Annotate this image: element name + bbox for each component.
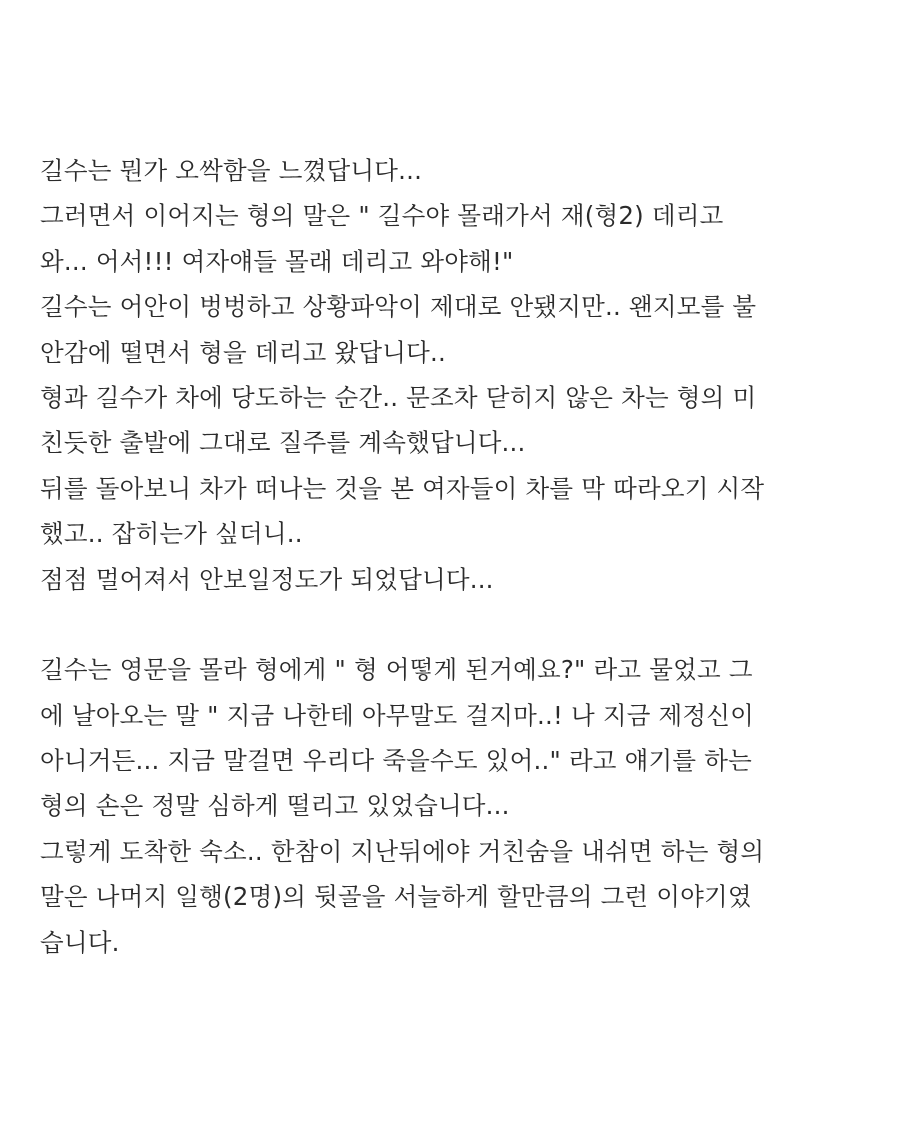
text-line: 안감에 떨면서 형을 데리고 왔답니다..: [40, 337, 446, 367]
text-line: 아니거든... 지금 말걸면 우리다 죽을수도 있어.." 라고 얘기를 하는: [40, 746, 752, 776]
text-line: 말은 나머지 일행(2명)의 뒷골을 서늘하게 할만큼의 그런 이야기였: [40, 882, 752, 912]
text-line: 와... 어서!!! 여자얘들 몰래 데리고 와야해!": [40, 246, 514, 276]
text-line: 길수는 어안이 벙벙하고 상황파악이 제대로 안됐지만.. 왠지모를 불: [40, 292, 757, 322]
text-line: 친듯한 출발에 그대로 질주를 계속했답니다...: [40, 428, 526, 458]
text-line: 뒤를 돌아보니 차가 떠나는 것을 본 여자들이 차를 막 따라오기 시작: [40, 473, 765, 503]
text-line: 그렇게 도착한 숙소.. 한참이 지난뒤에야 거친숨을 내쉬면 하는 형의: [40, 836, 765, 866]
text-line: 에 날아오는 말 " 지금 나한테 아무말도 걸지마..! 나 지금 제정신이: [40, 700, 755, 730]
text-line: 그러면서 이어지는 형의 말은 " 길수야 몰래가서 재(형2) 데리고: [40, 201, 724, 231]
text-line: 형의 손은 정말 심하게 떨리고 있었습니다...: [40, 791, 510, 821]
story-text: [40, 148, 880, 965]
text-line: 형과 길수가 차에 당도하는 순간.. 문조차 닫히지 않은 차는 형의 미: [40, 382, 757, 412]
text-line: 점점 멀어져서 안보일정도가 되었답니다...: [40, 564, 494, 594]
text-line: 했고.. 잡히는가 싶더니..: [40, 519, 303, 549]
paragraph-1: [40, 148, 880, 602]
text-line: 길수는 영문을 몰라 형에게 " 형 어떻게 된거예요?" 라고 물었고 그: [40, 655, 753, 685]
paragraph-gap: [40, 602, 880, 647]
text-line: 길수는 뭔가 오싹함을 느꼈답니다...: [40, 156, 423, 185]
text-line: 습니다.: [40, 927, 120, 957]
paragraph-2: [40, 647, 880, 965]
